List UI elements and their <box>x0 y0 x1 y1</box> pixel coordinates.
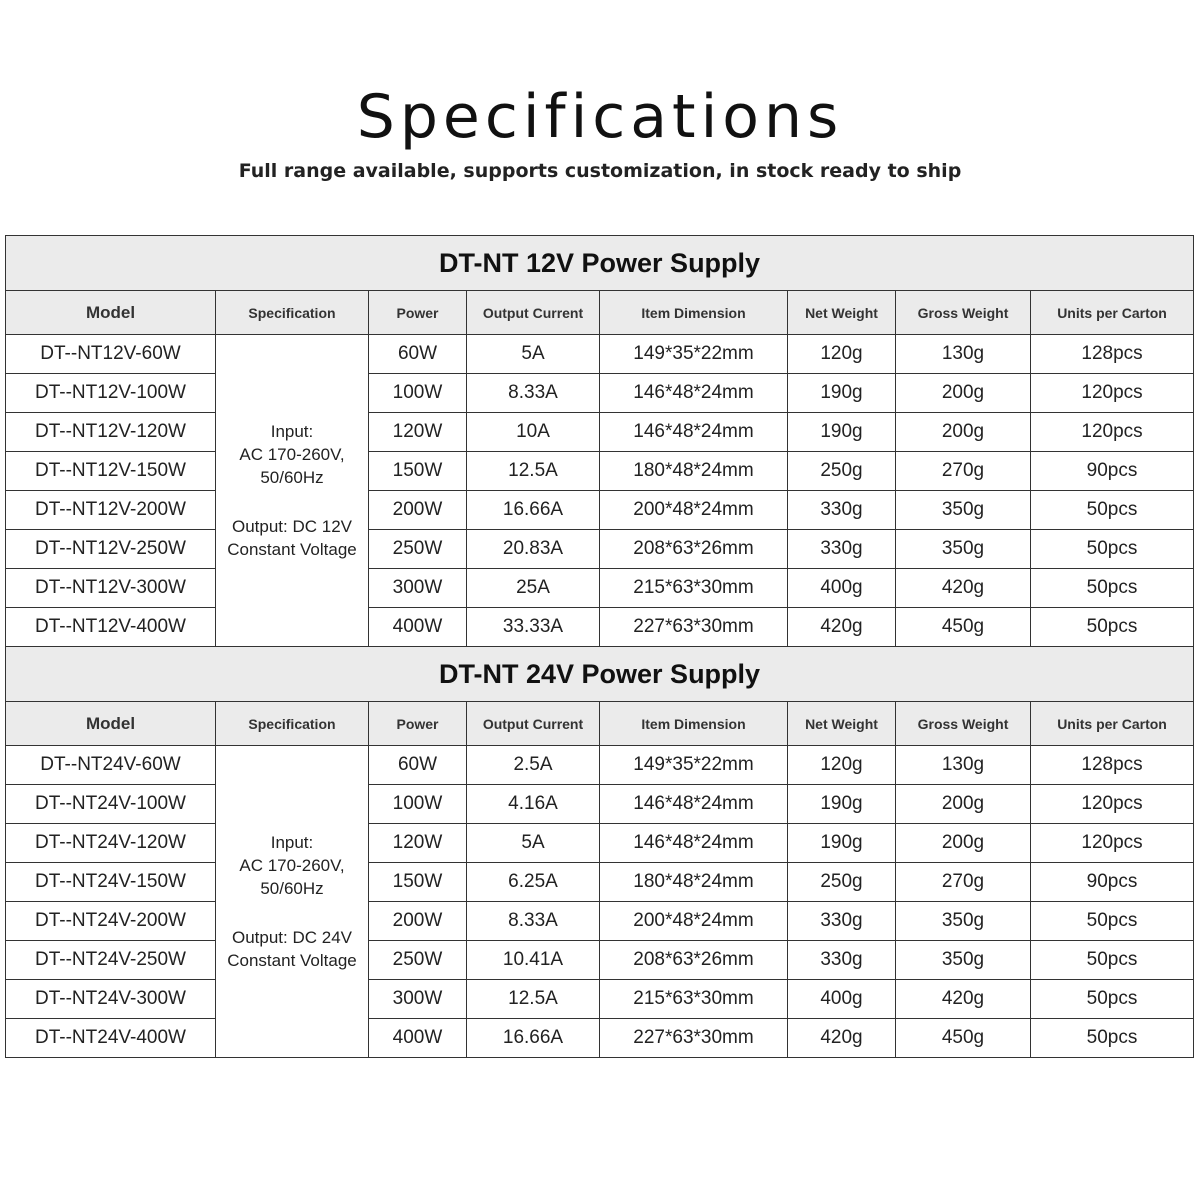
item-dimension-header: Item Dimension <box>600 291 788 335</box>
spec-input-label: Input: <box>270 833 314 852</box>
units-per-carton-cell: 120pcs <box>1031 374 1194 413</box>
model-cell: DT--NT24V-400W <box>6 1019 216 1058</box>
model-cell: DT--NT12V-120W <box>6 413 216 452</box>
model-cell: DT--NT12V-100W <box>6 374 216 413</box>
net-weight-cell: 330g <box>788 902 896 941</box>
net-weight-cell: 190g <box>788 413 896 452</box>
output-current-cell: 10A <box>467 413 600 452</box>
gross-weight-cell: 420g <box>896 980 1031 1019</box>
table-row <box>6 335 1194 374</box>
power-cell: 120W <box>369 824 467 863</box>
net-weight-header: Net Weight <box>788 702 896 746</box>
model-cell: DT--NT12V-200W <box>6 491 216 530</box>
item-dimension-cell: 149*35*22mm <box>600 335 788 374</box>
table-row <box>6 746 1194 785</box>
net-weight-cell: 330g <box>788 530 896 569</box>
output-current-cell: 6.25A <box>467 863 600 902</box>
power-header: Power <box>369 702 467 746</box>
power-cell: 200W <box>369 902 467 941</box>
item-dimension-cell: 208*63*26mm <box>600 941 788 980</box>
units-per-carton-header: Units per Carton <box>1031 702 1194 746</box>
model-header: Model <box>6 702 216 746</box>
gross-weight-cell: 130g <box>896 746 1031 785</box>
units-per-carton-cell: 120pcs <box>1031 413 1194 452</box>
header-row <box>6 702 1194 746</box>
model-cell: DT--NT24V-60W <box>6 746 216 785</box>
table-row <box>6 824 1194 863</box>
model-cell: DT--NT24V-300W <box>6 980 216 1019</box>
page-subtitle: Full range available, supports customization, in stock ready to ship <box>238 160 962 182</box>
net-weight-cell: 420g <box>788 608 896 647</box>
units-per-carton-cell: 90pcs <box>1031 452 1194 491</box>
spec-input-ac: AC 170-260V, <box>239 856 345 875</box>
spec-spacer <box>216 900 368 926</box>
power-cell: 400W <box>369 1019 467 1058</box>
power-header: Power <box>369 291 467 335</box>
section-title: DT-NT 24V Power Supply <box>6 647 1194 702</box>
model-cell: DT--NT24V-150W <box>6 863 216 902</box>
output-current-cell: 8.33A <box>467 902 600 941</box>
gross-weight-cell: 450g <box>896 608 1031 647</box>
table-row <box>6 785 1194 824</box>
net-weight-cell: 400g <box>788 569 896 608</box>
output-current-cell: 25A <box>467 569 600 608</box>
item-dimension-cell: 146*48*24mm <box>600 824 788 863</box>
gross-weight-cell: 350g <box>896 530 1031 569</box>
item-dimension-cell: 215*63*30mm <box>600 980 788 1019</box>
net-weight-header: Net Weight <box>788 291 896 335</box>
gross-weight-cell: 200g <box>896 824 1031 863</box>
section-title-row <box>6 236 1194 291</box>
units-per-carton-cell: 50pcs <box>1031 530 1194 569</box>
output-current-cell: 16.66A <box>467 491 600 530</box>
units-per-carton-cell: 120pcs <box>1031 785 1194 824</box>
output-current-cell: 33.33A <box>467 608 600 647</box>
power-cell: 300W <box>369 569 467 608</box>
gross-weight-cell: 450g <box>896 1019 1031 1058</box>
output-current-header: Output Current <box>467 702 600 746</box>
item-dimension-cell: 200*48*24mm <box>600 902 788 941</box>
table-row <box>6 569 1194 608</box>
output-current-cell: 12.5A <box>467 452 600 491</box>
units-per-carton-cell: 50pcs <box>1031 1019 1194 1058</box>
specification-cell <box>216 335 369 647</box>
specification-cell <box>216 746 369 1058</box>
spec-input-freq: 50/60Hz <box>260 879 324 898</box>
model-cell: DT--NT24V-100W <box>6 785 216 824</box>
item-dimension-cell: 146*48*24mm <box>600 374 788 413</box>
net-weight-cell: 120g <box>788 746 896 785</box>
spec-output-mode: Constant Voltage <box>227 540 357 559</box>
units-per-carton-cell: 50pcs <box>1031 569 1194 608</box>
model-cell: DT--NT12V-300W <box>6 569 216 608</box>
model-cell: DT--NT24V-250W <box>6 941 216 980</box>
units-per-carton-cell: 128pcs <box>1031 746 1194 785</box>
gross-weight-cell: 200g <box>896 413 1031 452</box>
units-per-carton-cell: 50pcs <box>1031 941 1194 980</box>
units-per-carton-cell: 50pcs <box>1031 608 1194 647</box>
net-weight-cell: 190g <box>788 785 896 824</box>
power-cell: 250W <box>369 530 467 569</box>
power-cell: 60W <box>369 746 467 785</box>
table-row <box>6 452 1194 491</box>
item-dimension-header: Item Dimension <box>600 702 788 746</box>
item-dimension-cell: 180*48*24mm <box>600 452 788 491</box>
gross-weight-cell: 420g <box>896 569 1031 608</box>
table-row <box>6 980 1194 1019</box>
units-per-carton-cell: 50pcs <box>1031 980 1194 1019</box>
power-cell: 60W <box>369 335 467 374</box>
net-weight-cell: 190g <box>788 374 896 413</box>
power-cell: 150W <box>369 863 467 902</box>
item-dimension-cell: 146*48*24mm <box>600 413 788 452</box>
table-row <box>6 491 1194 530</box>
output-current-cell: 4.16A <box>467 785 600 824</box>
specification-header: Specification <box>216 702 369 746</box>
output-current-cell: 5A <box>467 335 600 374</box>
net-weight-cell: 400g <box>788 980 896 1019</box>
model-cell: DT--NT12V-150W <box>6 452 216 491</box>
table-row <box>6 374 1194 413</box>
net-weight-cell: 120g <box>788 335 896 374</box>
gross-weight-cell: 200g <box>896 785 1031 824</box>
net-weight-cell: 420g <box>788 1019 896 1058</box>
table-row <box>6 530 1194 569</box>
gross-weight-header: Gross Weight <box>896 291 1031 335</box>
page-title: Specifications <box>356 82 844 152</box>
gross-weight-cell: 350g <box>896 941 1031 980</box>
item-dimension-cell: 208*63*26mm <box>600 530 788 569</box>
power-cell: 100W <box>369 785 467 824</box>
output-current-cell: 5A <box>467 824 600 863</box>
gross-weight-cell: 270g <box>896 863 1031 902</box>
gross-weight-cell: 350g <box>896 491 1031 530</box>
units-per-carton-cell: 50pcs <box>1031 491 1194 530</box>
table-row <box>6 902 1194 941</box>
output-current-cell: 8.33A <box>467 374 600 413</box>
spec-input-label: Input: <box>270 422 314 441</box>
spec-input-ac: AC 170-260V, <box>239 445 345 464</box>
units-per-carton-cell: 50pcs <box>1031 902 1194 941</box>
table-row <box>6 863 1194 902</box>
net-weight-cell: 330g <box>788 491 896 530</box>
model-header: Model <box>6 291 216 335</box>
power-cell: 300W <box>369 980 467 1019</box>
item-dimension-cell: 215*63*30mm <box>600 569 788 608</box>
output-current-cell: 10.41A <box>467 941 600 980</box>
output-current-cell: 2.5A <box>467 746 600 785</box>
output-current-cell: 20.83A <box>467 530 600 569</box>
units-per-carton-header: Units per Carton <box>1031 291 1194 335</box>
power-cell: 400W <box>369 608 467 647</box>
section-title: DT-NT 12V Power Supply <box>6 236 1194 291</box>
item-dimension-cell: 146*48*24mm <box>600 785 788 824</box>
gross-weight-cell: 270g <box>896 452 1031 491</box>
spec-output-dc: Output: DC 12V <box>231 517 352 536</box>
net-weight-cell: 250g <box>788 452 896 491</box>
item-dimension-cell: 227*63*30mm <box>600 608 788 647</box>
table-row <box>6 1019 1194 1058</box>
power-cell: 100W <box>369 374 467 413</box>
gross-weight-cell: 130g <box>896 335 1031 374</box>
table-row <box>6 941 1194 980</box>
spec-table <box>5 235 1194 1058</box>
item-dimension-cell: 200*48*24mm <box>600 491 788 530</box>
units-per-carton-cell: 120pcs <box>1031 824 1194 863</box>
model-cell: DT--NT12V-400W <box>6 608 216 647</box>
output-current-cell: 16.66A <box>467 1019 600 1058</box>
model-cell: DT--NT12V-250W <box>6 530 216 569</box>
table-row <box>6 608 1194 647</box>
spec-spacer <box>216 489 368 515</box>
spec-output-mode: Constant Voltage <box>227 951 357 970</box>
section-title-row <box>6 647 1194 702</box>
units-per-carton-cell: 128pcs <box>1031 335 1194 374</box>
gross-weight-header: Gross Weight <box>896 702 1031 746</box>
spec-input-freq: 50/60Hz <box>260 468 324 487</box>
item-dimension-cell: 227*63*30mm <box>600 1019 788 1058</box>
gross-weight-cell: 350g <box>896 902 1031 941</box>
model-cell: DT--NT24V-200W <box>6 902 216 941</box>
model-cell: DT--NT24V-120W <box>6 824 216 863</box>
net-weight-cell: 330g <box>788 941 896 980</box>
item-dimension-cell: 180*48*24mm <box>600 863 788 902</box>
net-weight-cell: 190g <box>788 824 896 863</box>
power-cell: 200W <box>369 491 467 530</box>
output-current-cell: 12.5A <box>467 980 600 1019</box>
specification-header: Specification <box>216 291 369 335</box>
item-dimension-cell: 149*35*22mm <box>600 746 788 785</box>
power-cell: 120W <box>369 413 467 452</box>
model-cell: DT--NT12V-60W <box>6 335 216 374</box>
power-cell: 150W <box>369 452 467 491</box>
net-weight-cell: 250g <box>788 863 896 902</box>
power-cell: 250W <box>369 941 467 980</box>
spec-output-dc: Output: DC 24V <box>231 928 352 947</box>
gross-weight-cell: 200g <box>896 374 1031 413</box>
output-current-header: Output Current <box>467 291 600 335</box>
units-per-carton-cell: 90pcs <box>1031 863 1194 902</box>
header-row <box>6 291 1194 335</box>
table-row <box>6 413 1194 452</box>
